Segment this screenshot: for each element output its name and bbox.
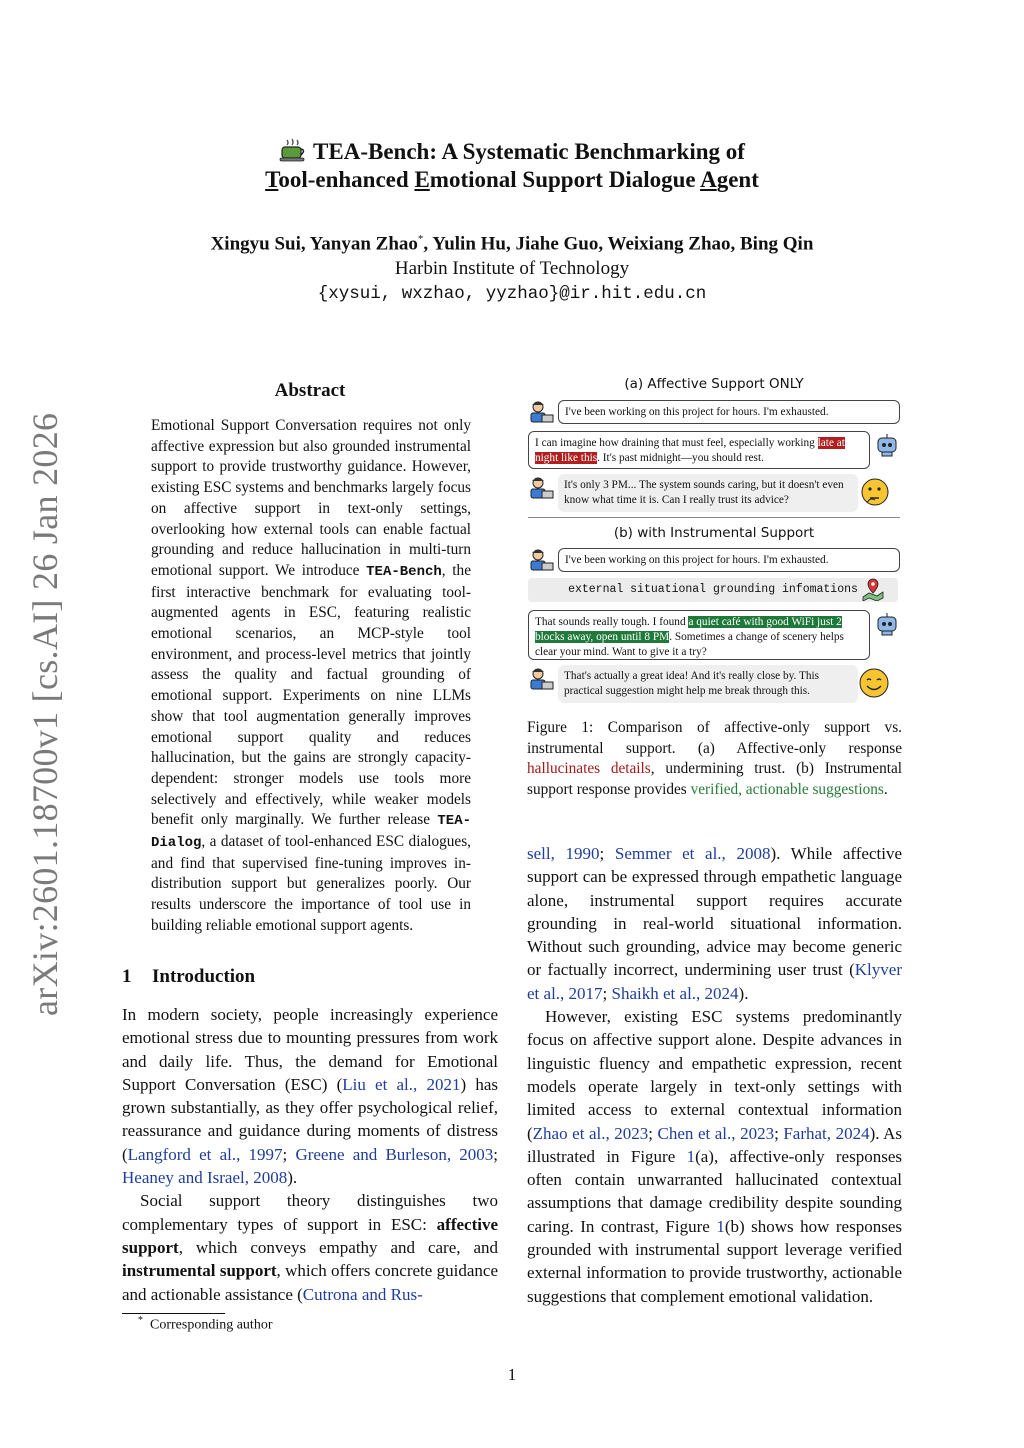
caption-red-term: hallucinates details bbox=[527, 760, 651, 778]
text: ). While affective support can be expressed through empathetic language alone, instrumental support requires accurate grounding in real-world situational information. Without such grounding, advice may become generic or factually incorrect, undermining user trust ( bbox=[527, 844, 902, 980]
citation-link[interactable]: Greene and Burleson, 2003 bbox=[295, 1144, 494, 1164]
title-line-2 bbox=[120, 166, 904, 193]
abstract-heading: Abstract bbox=[274, 380, 346, 401]
dataset-name: TEA-Dialog bbox=[151, 813, 471, 852]
text: ; bbox=[282, 1144, 296, 1164]
figure-sub-b-title: (b) with Instrumental Support bbox=[613, 525, 815, 541]
user-icon bbox=[528, 400, 554, 429]
text: ; bbox=[648, 1123, 658, 1143]
text: ; bbox=[602, 983, 612, 1003]
text: (a), affective-only responses often contain unwarranted hallucinated contextual assumptions that damage credibility despite sounding caring. In contrast, Figure bbox=[527, 1146, 903, 1236]
text: ; bbox=[493, 1144, 498, 1164]
agent-message-a bbox=[528, 431, 870, 469]
hallucinated-detail: late at night like this bbox=[535, 437, 845, 464]
title-underlined-A: A bbox=[700, 167, 717, 192]
footnote bbox=[138, 1315, 272, 1334]
abstract-text: , the first interactive benchmark for evaluating tool-augmented agents in ESC, featuring realistic emotional scenarios, an MCP-style tool environment, and process-level metrics that jointly assess the quality and factual grounding of emotional support. Experiments on nine LLMs show that tool augmentation generally improves emotional support quality and reduces hallucination, but the gains are strongly capacity-dependent: stronger models use tools more selectively and effectively, while weaker models benefit only marginally. We further release bbox=[151, 561, 471, 829]
text: ) has grown substantially, as they offer psychological relief, reassurance and guidance during moments of distress ( bbox=[122, 1074, 499, 1164]
intro-right-column bbox=[527, 842, 902, 1308]
text: ; bbox=[599, 844, 615, 863]
caption-green-term: verified, actionable suggestions bbox=[690, 781, 884, 799]
figure-1-caption bbox=[527, 718, 902, 801]
text: ). bbox=[287, 1168, 298, 1188]
citation-link[interactable]: Langford et al., 1997 bbox=[127, 1144, 283, 1164]
smiling-face-icon bbox=[858, 667, 890, 704]
intro-paragraph-3 bbox=[527, 842, 902, 1005]
corresponding-mark: * bbox=[417, 233, 424, 245]
footnote-rule bbox=[122, 1313, 225, 1314]
bold-term: affective support bbox=[122, 1214, 498, 1257]
citation-link[interactable]: Farhat, 2024 bbox=[783, 1123, 870, 1143]
user-reply-b: That's actually a great idea! And it's really close by. This practical suggestion might help me break through this. bbox=[558, 665, 858, 703]
user-message-a: I've been working on this project for hours. I'm exhausted. bbox=[558, 400, 900, 424]
citation-link[interactable]: Heaney and Israel, 2008 bbox=[122, 1168, 288, 1188]
text: Figure 1: Comparison of affective-only support vs. instrumental support. (a) Affective-only response bbox=[527, 719, 902, 757]
intro-heading bbox=[122, 966, 255, 988]
footnote-text: Corresponding author bbox=[150, 1317, 273, 1333]
affiliation: Harbin Institute of Technology bbox=[394, 258, 630, 279]
citation-link[interactable]: Cutrona and Rus- bbox=[302, 1284, 423, 1304]
intro-paragraph-4 bbox=[527, 1005, 902, 1308]
text: , which offers concrete guidance and actionable assistance ( bbox=[122, 1261, 499, 1304]
citation-link[interactable]: Semmer et al., 2008 bbox=[614, 844, 771, 863]
text: I can imagine how draining that must feel, especially working bbox=[535, 437, 818, 449]
author-list bbox=[120, 233, 904, 255]
text: In modern society, people increasingly experience emotional stress due to mounting pressures from work and daily life. Thus, the demand for Emotional Support Conversation (ESC) ( bbox=[122, 1005, 498, 1094]
paper-title bbox=[120, 138, 904, 168]
section-number: 1 bbox=[122, 966, 132, 987]
tea-cup-icon bbox=[279, 138, 307, 168]
text: (b) shows how responses grounded with instrumental support leverage verified external information to provide trustworthy, actionable suggestions that complement emotional validation. bbox=[527, 1216, 902, 1306]
user-icon bbox=[528, 548, 554, 577]
abstract-body bbox=[151, 416, 471, 937]
verified-detail: a quiet café with good WiFi just 2 blocks away, open until 8 PM bbox=[535, 616, 842, 643]
figure-divider bbox=[528, 517, 900, 518]
text: , which conveys empathy and care, and bbox=[178, 1237, 498, 1257]
citation-link[interactable]: Liu et al., 2021 bbox=[342, 1074, 461, 1094]
title-part: motional Support Dialogue bbox=[429, 167, 701, 192]
text: . Sometimes a change of scenery helps clear your mind. Want to give it a try? bbox=[535, 631, 844, 658]
arxiv-stamp: arXiv:2601.18700v1 [cs.AI] 26 Jan 2026 bbox=[25, 412, 65, 1016]
title-underlined-E: E bbox=[414, 167, 430, 192]
figure-ref-link[interactable]: 1 bbox=[686, 1146, 696, 1166]
user-reply-a: It's only 3 PM... The system sounds caring, but it doesn't even know what time it is. Can I really trust its advice? bbox=[558, 474, 858, 512]
benchmark-name: TEA-Bench bbox=[366, 563, 442, 580]
intro-paragraph-2 bbox=[122, 1189, 498, 1305]
section-title: Introduction bbox=[152, 966, 256, 987]
agent-message-b bbox=[528, 610, 870, 660]
title-underlined-T: T bbox=[265, 167, 279, 192]
figure-ref-link[interactable]: 1 bbox=[716, 1216, 725, 1236]
text: However, existing ESC systems predominantly focus on affective support alone. Despite advances in linguistic fluency and empathetic expression, recent models operate largely in text-only settings with limited access to external contextual information ( bbox=[527, 1007, 902, 1143]
user-icon bbox=[528, 667, 554, 696]
map-pin-icon bbox=[860, 577, 886, 606]
text: That sounds really tough. I found bbox=[535, 616, 689, 628]
title-line-1: TEA-Bench: A Systematic Benchmarking of bbox=[313, 139, 745, 164]
text: . bbox=[883, 781, 888, 799]
abstract-text: Emotional Support Conversation requires not only affective expression but also grounded instrumental support to provide trustworthy guidance. However, existing ESC systems and benchmarks largely focus on affective support in text-only settings, overlooking how external tools can enable factual grounding and reduce hallucination in multi-turn emotional support. We introduce bbox=[151, 417, 471, 579]
citation-link[interactable]: Klyver et al., 2017 bbox=[527, 960, 902, 1003]
text: ). As illustrated in Figure bbox=[527, 1123, 902, 1166]
author-names-rest: , Yulin Hu, Jiahe Guo, Weixiang Zhao, Bing Qin bbox=[423, 233, 814, 255]
citation-link[interactable]: sell, 1990 bbox=[527, 844, 600, 863]
author-names: Xingyu Sui, Yanyan Zhao bbox=[210, 233, 418, 255]
intro-paragraph-1 bbox=[122, 1003, 498, 1189]
title-part: ool-enhanced bbox=[278, 167, 415, 192]
thinking-face-icon bbox=[860, 477, 890, 512]
footnote-mark: * bbox=[138, 1315, 143, 1326]
title-part: gent bbox=[716, 167, 759, 192]
abstract-text: , a dataset of tool-enhanced ESC dialogues, and find that supervised fine-tuning improves in-distribution support but generalizes poorly. Our results underscore the importance of tool use in building reliable emotional support agents. bbox=[151, 833, 471, 934]
intro-left-column bbox=[122, 1003, 498, 1306]
robot-icon bbox=[874, 432, 900, 463]
page-number: 1 bbox=[507, 1365, 517, 1384]
citation-link[interactable]: Chen et al., 2023 bbox=[657, 1123, 775, 1143]
figure-sub-a-title: (a) Affective Support ONLY bbox=[624, 376, 804, 392]
citation-link[interactable]: Shaikh et al., 2024 bbox=[611, 983, 739, 1003]
text: . It's past midnight—you should rest. bbox=[597, 452, 764, 464]
bold-term: instrumental support bbox=[122, 1261, 277, 1281]
user-message-b: I've been working on this project for hours. I'm exhausted. bbox=[558, 548, 900, 572]
user-icon bbox=[528, 476, 554, 505]
robot-icon bbox=[874, 611, 900, 642]
text: Social support theory distinguishes two complementary types of support in ESC: bbox=[122, 1191, 498, 1234]
email: {xysui, wxzhao, yyzhao}@ir.hit.edu.cn bbox=[317, 284, 707, 304]
text: , undermining trust. (b) Instrumental support response provides bbox=[527, 760, 903, 799]
grounding-info-bar: external situational grounding infomations bbox=[528, 578, 898, 602]
citation-link[interactable]: Zhao et al., 2023 bbox=[532, 1123, 649, 1143]
text: ; bbox=[774, 1123, 784, 1143]
text: ). bbox=[738, 983, 749, 1003]
